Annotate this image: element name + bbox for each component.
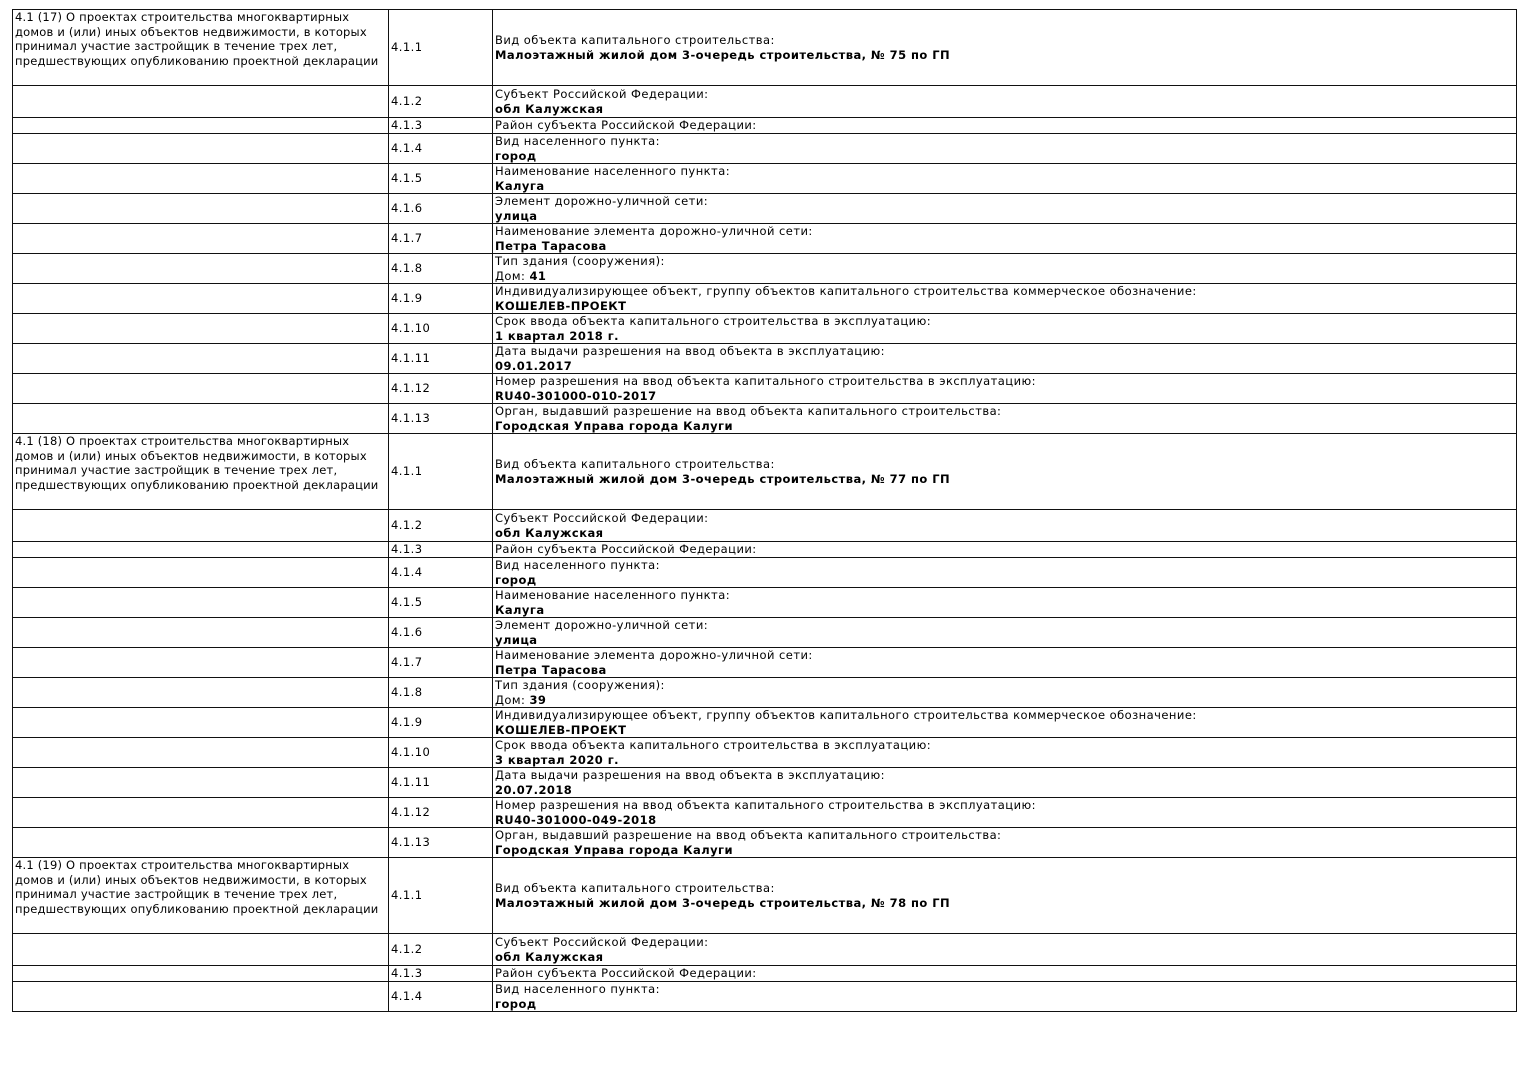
item-number: 4.1.12 (389, 374, 493, 404)
item-label: Индивидуализирующее объект, группу объектов капитального строительства коммерческое обозначение: (495, 284, 1197, 298)
item-number: 4.1.6 (389, 618, 493, 648)
item-value: RU40-301000-010-2017 (495, 388, 657, 403)
item-content (493, 194, 1517, 224)
section-title-cell (13, 678, 389, 708)
table-row (13, 678, 1517, 708)
item-label: Район субъекта Российской Федерации: (495, 118, 757, 133)
section-title-cell (13, 224, 389, 254)
item-label: Срок ввода объекта капитального строительства в эксплуатацию: (495, 738, 932, 752)
item-number: 4.1.7 (389, 648, 493, 678)
item-content (493, 374, 1517, 404)
item-number: 4.1.8 (389, 678, 493, 708)
item-content (493, 344, 1517, 374)
item-number: 4.1.2 (389, 510, 493, 542)
item-content (493, 224, 1517, 254)
item-value: КОШЕЛЕВ-ПРОЕКТ (495, 298, 627, 313)
table-row (13, 224, 1517, 254)
table-row (13, 982, 1517, 1012)
item-label: Элемент дорожно-уличной сети: (495, 194, 709, 208)
section-title: 4.1 (19) О проектах строительства многоквартирных домов и (или) иных объектов недвижимости, в которых принимал участие застройщик в течение трех лет, предшествующих опубликованию проектной декларации (15, 858, 379, 916)
item-number: 4.1.2 (389, 934, 493, 966)
item-content (493, 934, 1517, 966)
item-value: Малоэтажный жилой дом 3-очередь строительства, № 75 по ГП (495, 47, 951, 62)
section-title: 4.1 (18) О проектах строительства многоквартирных домов и (или) иных объектов недвижимости, в которых принимал участие застройщик в течение трех лет, предшествующих опубликованию проектной декларации (15, 434, 379, 492)
item-content (493, 510, 1517, 542)
table-row (13, 134, 1517, 164)
item-number: 4.1.5 (389, 164, 493, 194)
table-row (13, 254, 1517, 284)
section-title-cell (13, 588, 389, 618)
section-title-cell (13, 86, 389, 118)
declaration-table (12, 9, 1517, 1012)
table-row (13, 404, 1517, 434)
item-value: Городская Управа города Калуги (495, 418, 734, 433)
item-number: 4.1.9 (389, 284, 493, 314)
section-title-cell (13, 404, 389, 434)
item-label: Субъект Российской Федерации: (495, 935, 709, 949)
item-value: улица (495, 632, 538, 647)
item-label: Вид объекта капитального строительства: (495, 457, 775, 471)
item-value: город (495, 148, 537, 163)
item-value: Калуга (495, 178, 545, 193)
declaration-sheet (12, 9, 1516, 1012)
item-number: 4.1.1 (389, 10, 493, 86)
item-label: Орган, выдавший разрешение на ввод объекта капитального строительства: (495, 828, 1002, 842)
section-title-cell (13, 118, 389, 134)
item-label: Орган, выдавший разрешение на ввод объекта капитального строительства: (495, 404, 1002, 418)
item-value: 09.01.2017 (495, 358, 573, 373)
section-title: 4.1 (17) О проектах строительства многоквартирных домов и (или) иных объектов недвижимости, в которых принимал участие застройщик в течение трех лет, предшествующих опубликованию проектной декларации (15, 10, 379, 68)
item-label: Номер разрешения на ввод объекта капитального строительства в эксплуатацию: (495, 374, 1036, 388)
item-content (493, 678, 1517, 708)
item-number: 4.1.4 (389, 982, 493, 1012)
item-content (493, 588, 1517, 618)
item-number: 4.1.8 (389, 254, 493, 284)
table-row (13, 118, 1517, 134)
item-value: Городская Управа города Калуги (495, 842, 734, 857)
section-title-cell (13, 434, 389, 510)
item-label: Дата выдачи разрешения на ввод объекта в эксплуатацию: (495, 768, 885, 782)
item-number: 4.1.1 (389, 434, 493, 510)
item-label: Номер разрешения на ввод объекта капитального строительства в эксплуатацию: (495, 798, 1036, 812)
table-row (13, 966, 1517, 982)
section-title-cell (13, 828, 389, 858)
item-value: 3 квартал 2020 г. (495, 752, 619, 767)
table-row (13, 588, 1517, 618)
section-title-cell (13, 708, 389, 738)
item-content (493, 134, 1517, 164)
table-row (13, 768, 1517, 798)
section-title-cell (13, 344, 389, 374)
section-title-cell (13, 510, 389, 542)
item-label: Район субъекта Российской Федерации: (495, 966, 757, 981)
item-number: 4.1.3 (389, 966, 493, 982)
table-row (13, 798, 1517, 828)
item-label: Срок ввода объекта капитального строительства в эксплуатацию: (495, 314, 932, 328)
section-title-cell (13, 164, 389, 194)
table-row (13, 708, 1517, 738)
item-inline-label: Дом: (495, 268, 530, 283)
item-content (493, 828, 1517, 858)
item-content (493, 648, 1517, 678)
item-label: Наименование населенного пункта: (495, 588, 731, 602)
item-value: улица (495, 208, 538, 223)
item-label: Наименование элемента дорожно-уличной сети: (495, 224, 813, 238)
table-row (13, 374, 1517, 404)
item-content (493, 858, 1517, 934)
item-label: Тип здания (сооружения): (495, 254, 665, 268)
item-content (493, 10, 1517, 86)
item-content (493, 558, 1517, 588)
item-number: 4.1.3 (389, 542, 493, 558)
section-title-cell (13, 194, 389, 224)
section-title-cell (13, 648, 389, 678)
item-value: RU40-301000-049-2018 (495, 812, 657, 827)
item-label: Вид населенного пункта: (495, 558, 660, 572)
item-inline-value: 41 (529, 268, 547, 283)
table-row (13, 558, 1517, 588)
item-label: Субъект Российской Федерации: (495, 511, 709, 525)
item-label: Вид объекта капитального строительства: (495, 33, 775, 47)
section-title-cell (13, 542, 389, 558)
item-value: КОШЕЛЕВ-ПРОЕКТ (495, 722, 627, 737)
item-value: Малоэтажный жилой дом 3-очередь строительства, № 78 по ГП (495, 895, 951, 910)
table-row (13, 164, 1517, 194)
item-inline-line (495, 693, 1514, 708)
section-title-cell (13, 10, 389, 86)
item-value: Калуга (495, 602, 545, 617)
table-row (13, 542, 1517, 558)
item-content (493, 404, 1517, 434)
table-row (13, 858, 1517, 934)
item-number: 4.1.5 (389, 588, 493, 618)
item-content (493, 618, 1517, 648)
section-title-cell (13, 966, 389, 982)
item-number: 4.1.4 (389, 134, 493, 164)
table-row (13, 648, 1517, 678)
section-title-cell (13, 134, 389, 164)
table-row (13, 828, 1517, 858)
item-label: Наименование элемента дорожно-уличной сети: (495, 648, 813, 662)
item-label: Вид населенного пункта: (495, 134, 660, 148)
item-content (493, 254, 1517, 284)
section-title-cell (13, 934, 389, 966)
item-value: обл Калужская (495, 949, 604, 964)
section-title-cell (13, 768, 389, 798)
table-row (13, 434, 1517, 510)
item-content (493, 164, 1517, 194)
item-content (493, 284, 1517, 314)
table-row (13, 738, 1517, 768)
section-title-cell (13, 284, 389, 314)
section-title-cell (13, 738, 389, 768)
item-value: Петра Тарасова (495, 662, 607, 677)
item-value: Малоэтажный жилой дом 3-очередь строительства, № 77 по ГП (495, 471, 951, 486)
table-row (13, 314, 1517, 344)
item-number: 4.1.9 (389, 708, 493, 738)
item-content (493, 314, 1517, 344)
item-label: Вид объекта капитального строительства: (495, 881, 775, 895)
item-label: Элемент дорожно-уличной сети: (495, 618, 709, 632)
item-number: 4.1.10 (389, 314, 493, 344)
item-content (493, 542, 1517, 558)
item-number: 4.1.11 (389, 344, 493, 374)
item-content (493, 434, 1517, 510)
item-value: обл Калужская (495, 101, 604, 116)
item-content (493, 708, 1517, 738)
item-content (493, 966, 1517, 982)
item-content (493, 982, 1517, 1012)
item-number: 4.1.2 (389, 86, 493, 118)
item-content (493, 738, 1517, 768)
section-title-cell (13, 858, 389, 934)
item-number: 4.1.4 (389, 558, 493, 588)
item-number: 4.1.11 (389, 768, 493, 798)
item-inline-line (495, 269, 1514, 284)
item-label: Дата выдачи разрешения на ввод объекта в эксплуатацию: (495, 344, 885, 358)
item-content (493, 768, 1517, 798)
table-row (13, 284, 1517, 314)
item-label: Субъект Российской Федерации: (495, 87, 709, 101)
item-value: 20.07.2018 (495, 782, 573, 797)
item-number: 4.1.6 (389, 194, 493, 224)
item-content (493, 798, 1517, 828)
table-row (13, 86, 1517, 118)
item-number: 4.1.1 (389, 858, 493, 934)
table-row (13, 194, 1517, 224)
item-label: Тип здания (сооружения): (495, 678, 665, 692)
item-number: 4.1.7 (389, 224, 493, 254)
item-number: 4.1.13 (389, 404, 493, 434)
table-row (13, 510, 1517, 542)
item-value: обл Калужская (495, 525, 604, 540)
section-title-cell (13, 374, 389, 404)
table-row (13, 344, 1517, 374)
section-title-cell (13, 558, 389, 588)
item-number: 4.1.10 (389, 738, 493, 768)
section-title-cell (13, 798, 389, 828)
section-title-cell (13, 618, 389, 648)
table-row (13, 618, 1517, 648)
item-value: 1 квартал 2018 г. (495, 328, 619, 343)
section-title-cell (13, 254, 389, 284)
item-label: Вид населенного пункта: (495, 982, 660, 996)
table-row (13, 934, 1517, 966)
item-value: Петра Тарасова (495, 238, 607, 253)
item-label: Район субъекта Российской Федерации: (495, 542, 757, 557)
item-value: город (495, 996, 537, 1011)
section-title-cell (13, 314, 389, 344)
section-title-cell (13, 982, 389, 1012)
item-number: 4.1.3 (389, 118, 493, 134)
item-label: Индивидуализирующее объект, группу объектов капитального строительства коммерческое обозначение: (495, 708, 1197, 722)
item-inline-value: 39 (529, 692, 547, 707)
item-content (493, 86, 1517, 118)
item-number: 4.1.13 (389, 828, 493, 858)
table-row (13, 10, 1517, 86)
item-inline-label: Дом: (495, 692, 530, 707)
item-label: Наименование населенного пункта: (495, 164, 731, 178)
item-content (493, 118, 1517, 134)
item-value: город (495, 572, 537, 587)
item-number: 4.1.12 (389, 798, 493, 828)
